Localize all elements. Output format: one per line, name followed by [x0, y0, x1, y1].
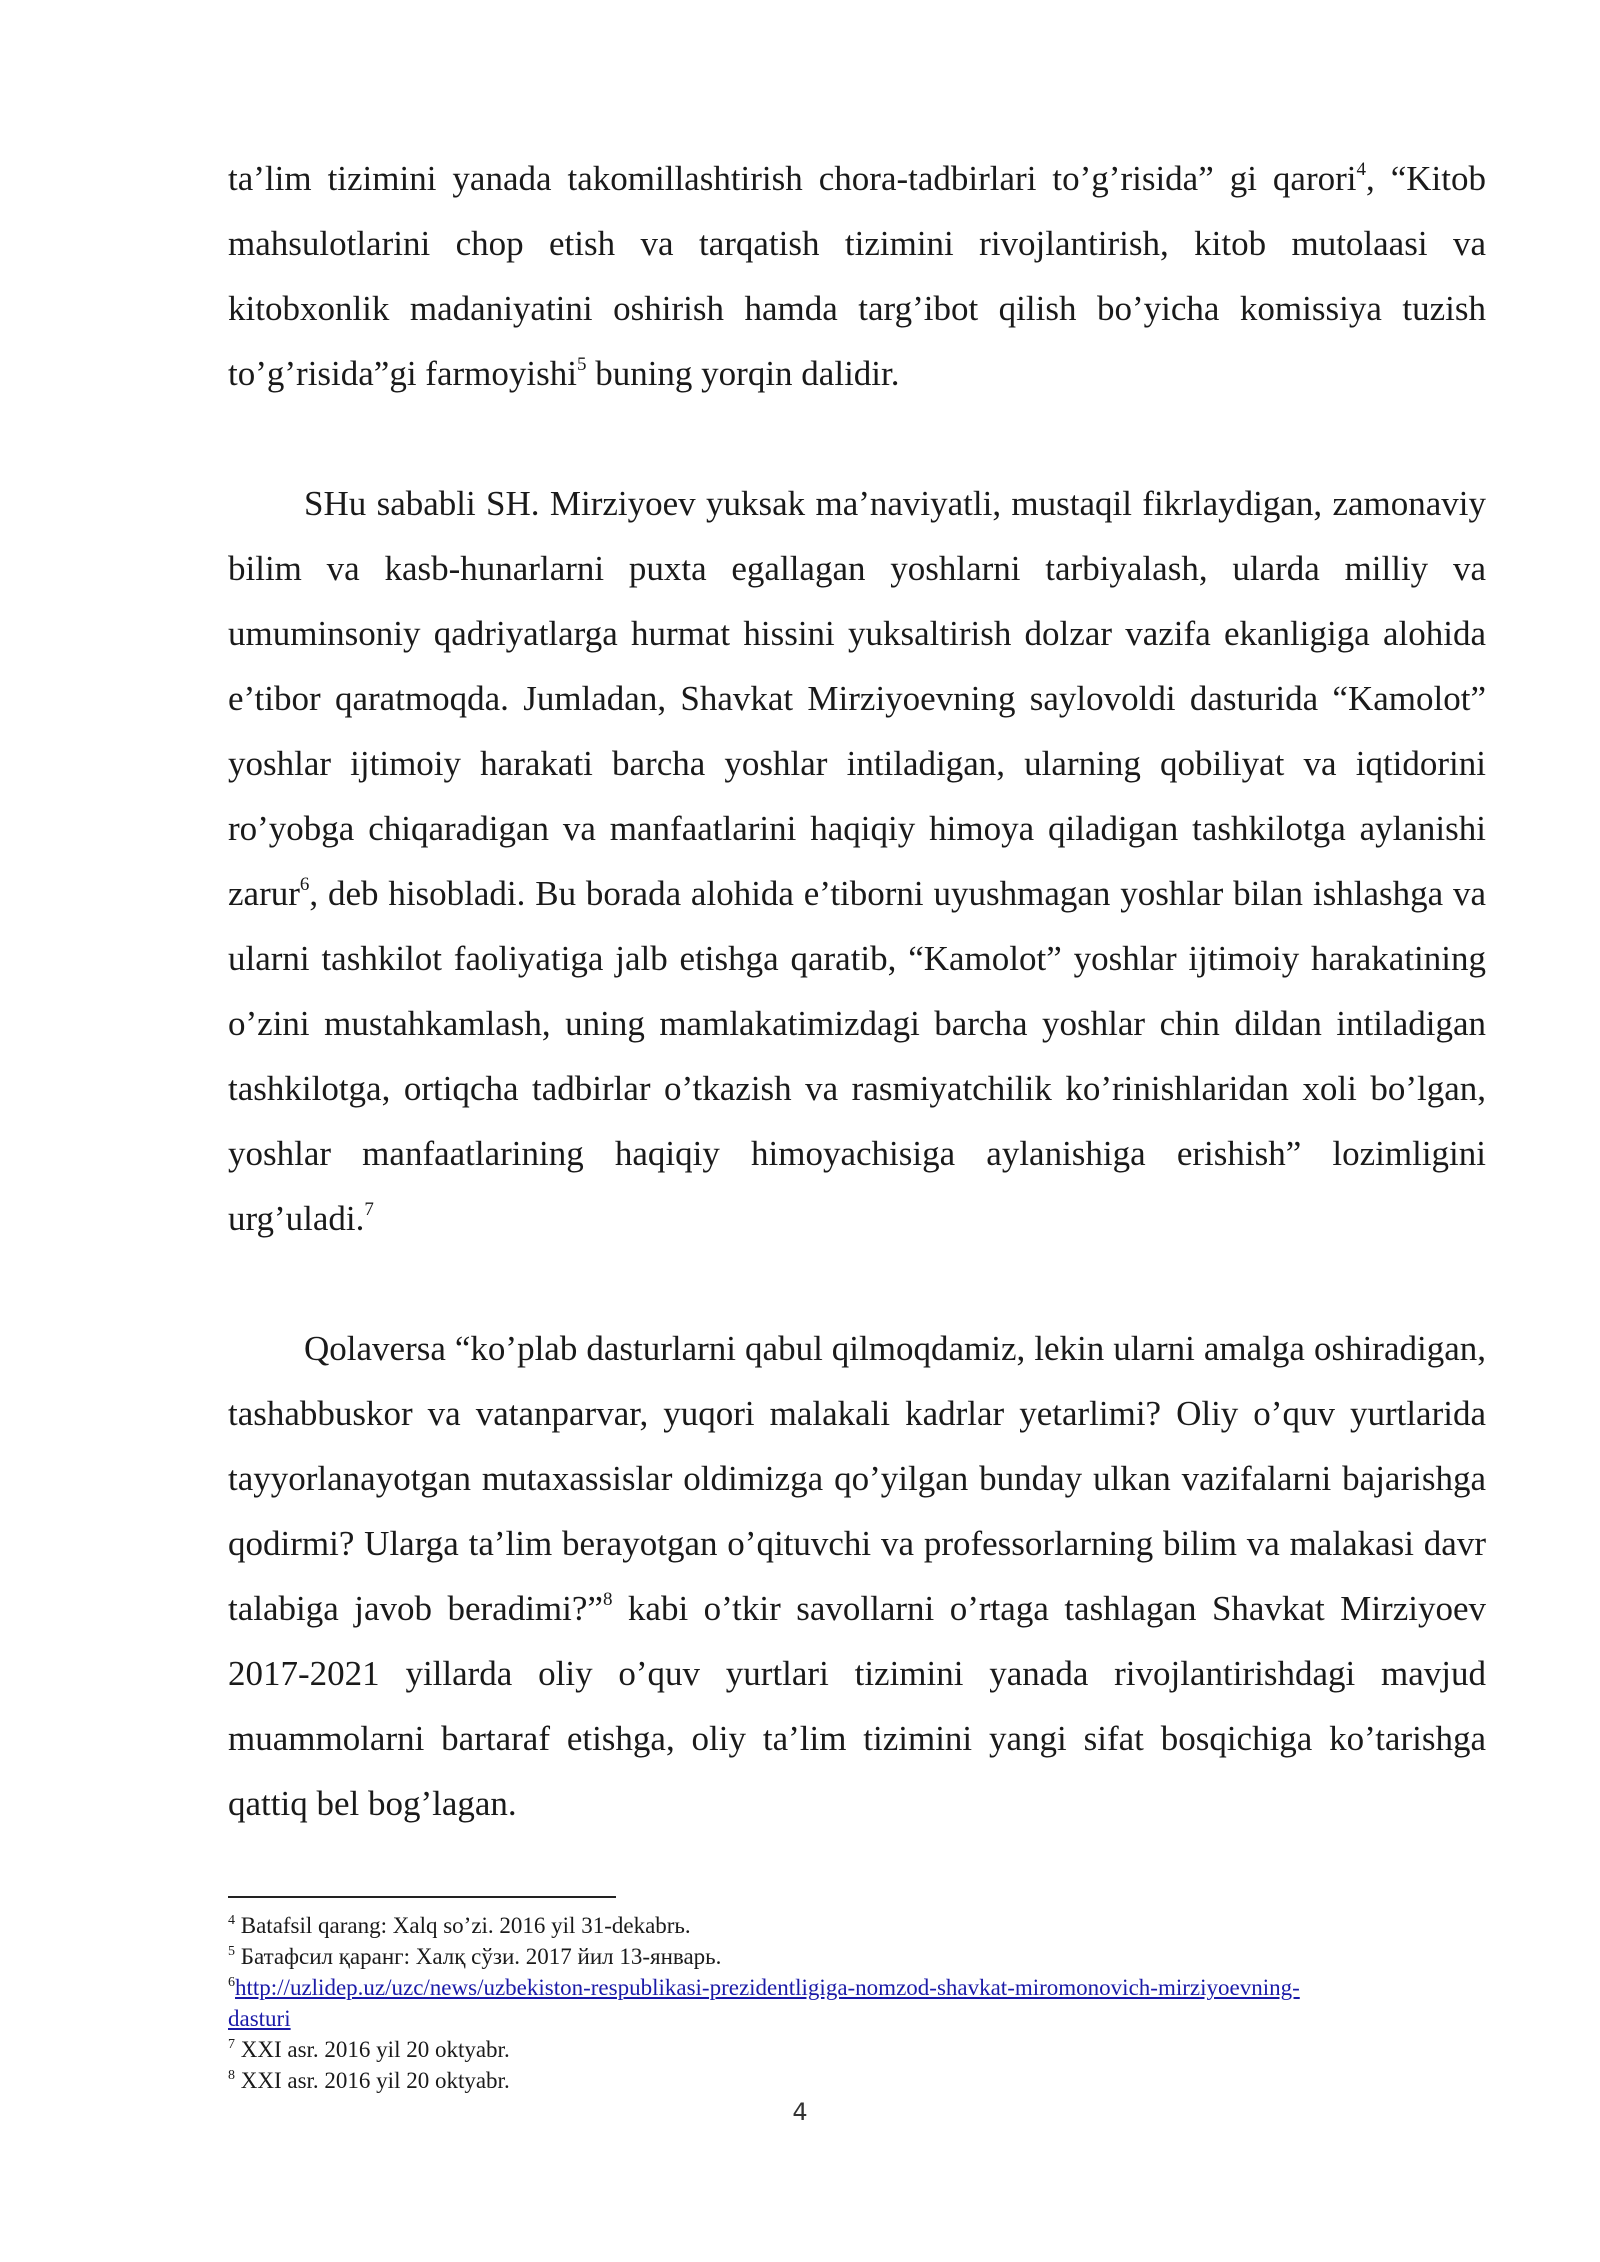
paragraph-3-text-b: kabi o’tkir savollarni o’rtaga tashlagan Shavkat Mirziyoev 2017-2021 yillarda oliy o’quv yurtlari tizimini yanada rivojlantirishdagi mavjud muammolarni bartaraf etishga, oliy ta’lim tizimini yangi sifat bosqichiga ko’tarishga qattiq bel bog’lagan. — [228, 1589, 1486, 1823]
footnote-5 — [228, 1941, 1498, 1972]
paragraph-2 — [228, 471, 1486, 1251]
footnote-6-link[interactable] — [228, 1975, 1300, 2031]
footnote-separator — [228, 1896, 616, 1898]
footnote-link-line-2: dasturi — [228, 2006, 291, 2031]
footnote-ref-7: 7 — [364, 1199, 374, 1220]
footnote-number: 4 — [228, 1913, 235, 1928]
footnote-8 — [228, 2065, 1498, 2096]
footnote-number: 8 — [228, 2068, 235, 2083]
paragraph-3-text-a: Qolaversa “ko’plab dasturlarni qabul qilmoqdamiz, lekin ularni amalga oshiradigan, tashabbuskor va vatanparvar, yuqori malakali kadrlar yetarlimi? Oliy o’quv yurtlarida tayyorlanayotgan mutaxassislar oldimizga qo’yilgan bunday ulkan vazifalarni bajarishga qodirmi? Ularga ta’lim berayotgan o’qituvchi va professorlarning bilim va malakasi davr talabiga javob beradimi?” — [228, 1329, 1486, 1628]
footnote-text: Batafsil qarang: Xalq so’zi. 2016 yil 31-dekabrь. — [235, 1913, 691, 1938]
footnote-ref-8: 8 — [602, 1589, 613, 1610]
footnote-text: Батафсил қаранг: Халқ сўзи. 2017 йил 13-январь. — [235, 1944, 722, 1969]
footnotes — [228, 1910, 1498, 2096]
footnote-number: 5 — [228, 1944, 235, 1959]
paragraph-3 — [228, 1316, 1486, 1836]
paragraph-spacer — [228, 1251, 1486, 1316]
paragraph-1 — [228, 146, 1486, 406]
footnote-number: 7 — [228, 2037, 235, 2052]
paragraph-1-text-c: buning yorqin dalidir. — [586, 354, 900, 393]
paragraph-spacer — [228, 406, 1486, 471]
footnote-4 — [228, 1910, 1498, 1941]
paragraph-1-text-b: , “Kitob mahsulotlarini chop etish va tarqatish tizimini rivojlantirish, kitob mutolaasi va kitobxonlik madaniyatini oshirish hamda targ’ibot qilish bo’yicha komissiya tuzish to’g’risida”gi farmoyishi — [228, 159, 1486, 393]
footnote-text: XXI asr. 2016 yil 20 oktyabr. — [235, 2037, 510, 2062]
page-number: 4 — [792, 2098, 808, 2126]
footnote-ref-4: 4 — [1356, 159, 1366, 180]
paragraph-2-text-b: , deb hisobladi. Bu borada alohida e’tiborni uyushmagan yoshlar bilan ishlashga va ularni tashkilot faoliyatiga jalb etishga qaratib, “Kamolot” yoshlar ijtimoiy harakatining o’zini mustahkamlash, uning mamlakatimizdagi barcha yoshlar chin dildan intiladigan tashkilotga, ortiqcha tadbirlar o’tkazish va rasmiyatchilik ko’rinishlaridan xoli bo’lgan, yoshlar manfaatlarining haqiqiy himoyachisiga aylanishiga erishish” lozimligini urg’uladi. — [228, 874, 1486, 1238]
footnote-ref-6: 6 — [299, 874, 310, 895]
footnote-text: XXI asr. 2016 yil 20 oktyabr. — [235, 2068, 510, 2093]
footnote-link-line-1: http://uzlidep.uz/uzc/news/uzbekiston-respublikasi-prezidentligiga-nomzod-shavkat-miromonovich-mirziyoevning- — [235, 1975, 1300, 2000]
paragraph-2-text-a: SHu sababli SH. Mirziyoev yuksak ma’naviyatli, mustaqil fikrlaydigan, zamonaviy bilim va kasb-hunarlarni puxta egallagan yoshlarni tarbiyalash, ularda milliy va umuminsoniy qadriyatlarga hurmat hissini yuksaltirish dolzar vazifa ekanligiga alohida e’tibor qaratmoqda. Jumladan, Shavkat Mirziyoevning saylovoldi dasturida “Kamolot” yoshlar ijtimoiy harakati barcha yoshlar intiladigan, ularning qobiliyat va iqtidorini ro’yobga chiqaradigan va manfaatlarini haqiqiy himoya qiladigan tashkilotga aylanishi zarur — [228, 484, 1486, 913]
footnote-number: 6 — [228, 1975, 235, 1990]
footnote-ref-5: 5 — [576, 354, 587, 375]
paragraph-1-text-a: ta’lim tizimini yanada takomillashtirish chora-tadbirlari to’g’risida” gi qarori — [228, 159, 1357, 198]
footnote-6 — [228, 1972, 1498, 2034]
footnote-7 — [228, 2034, 1498, 2065]
document-body — [228, 146, 1486, 1836]
